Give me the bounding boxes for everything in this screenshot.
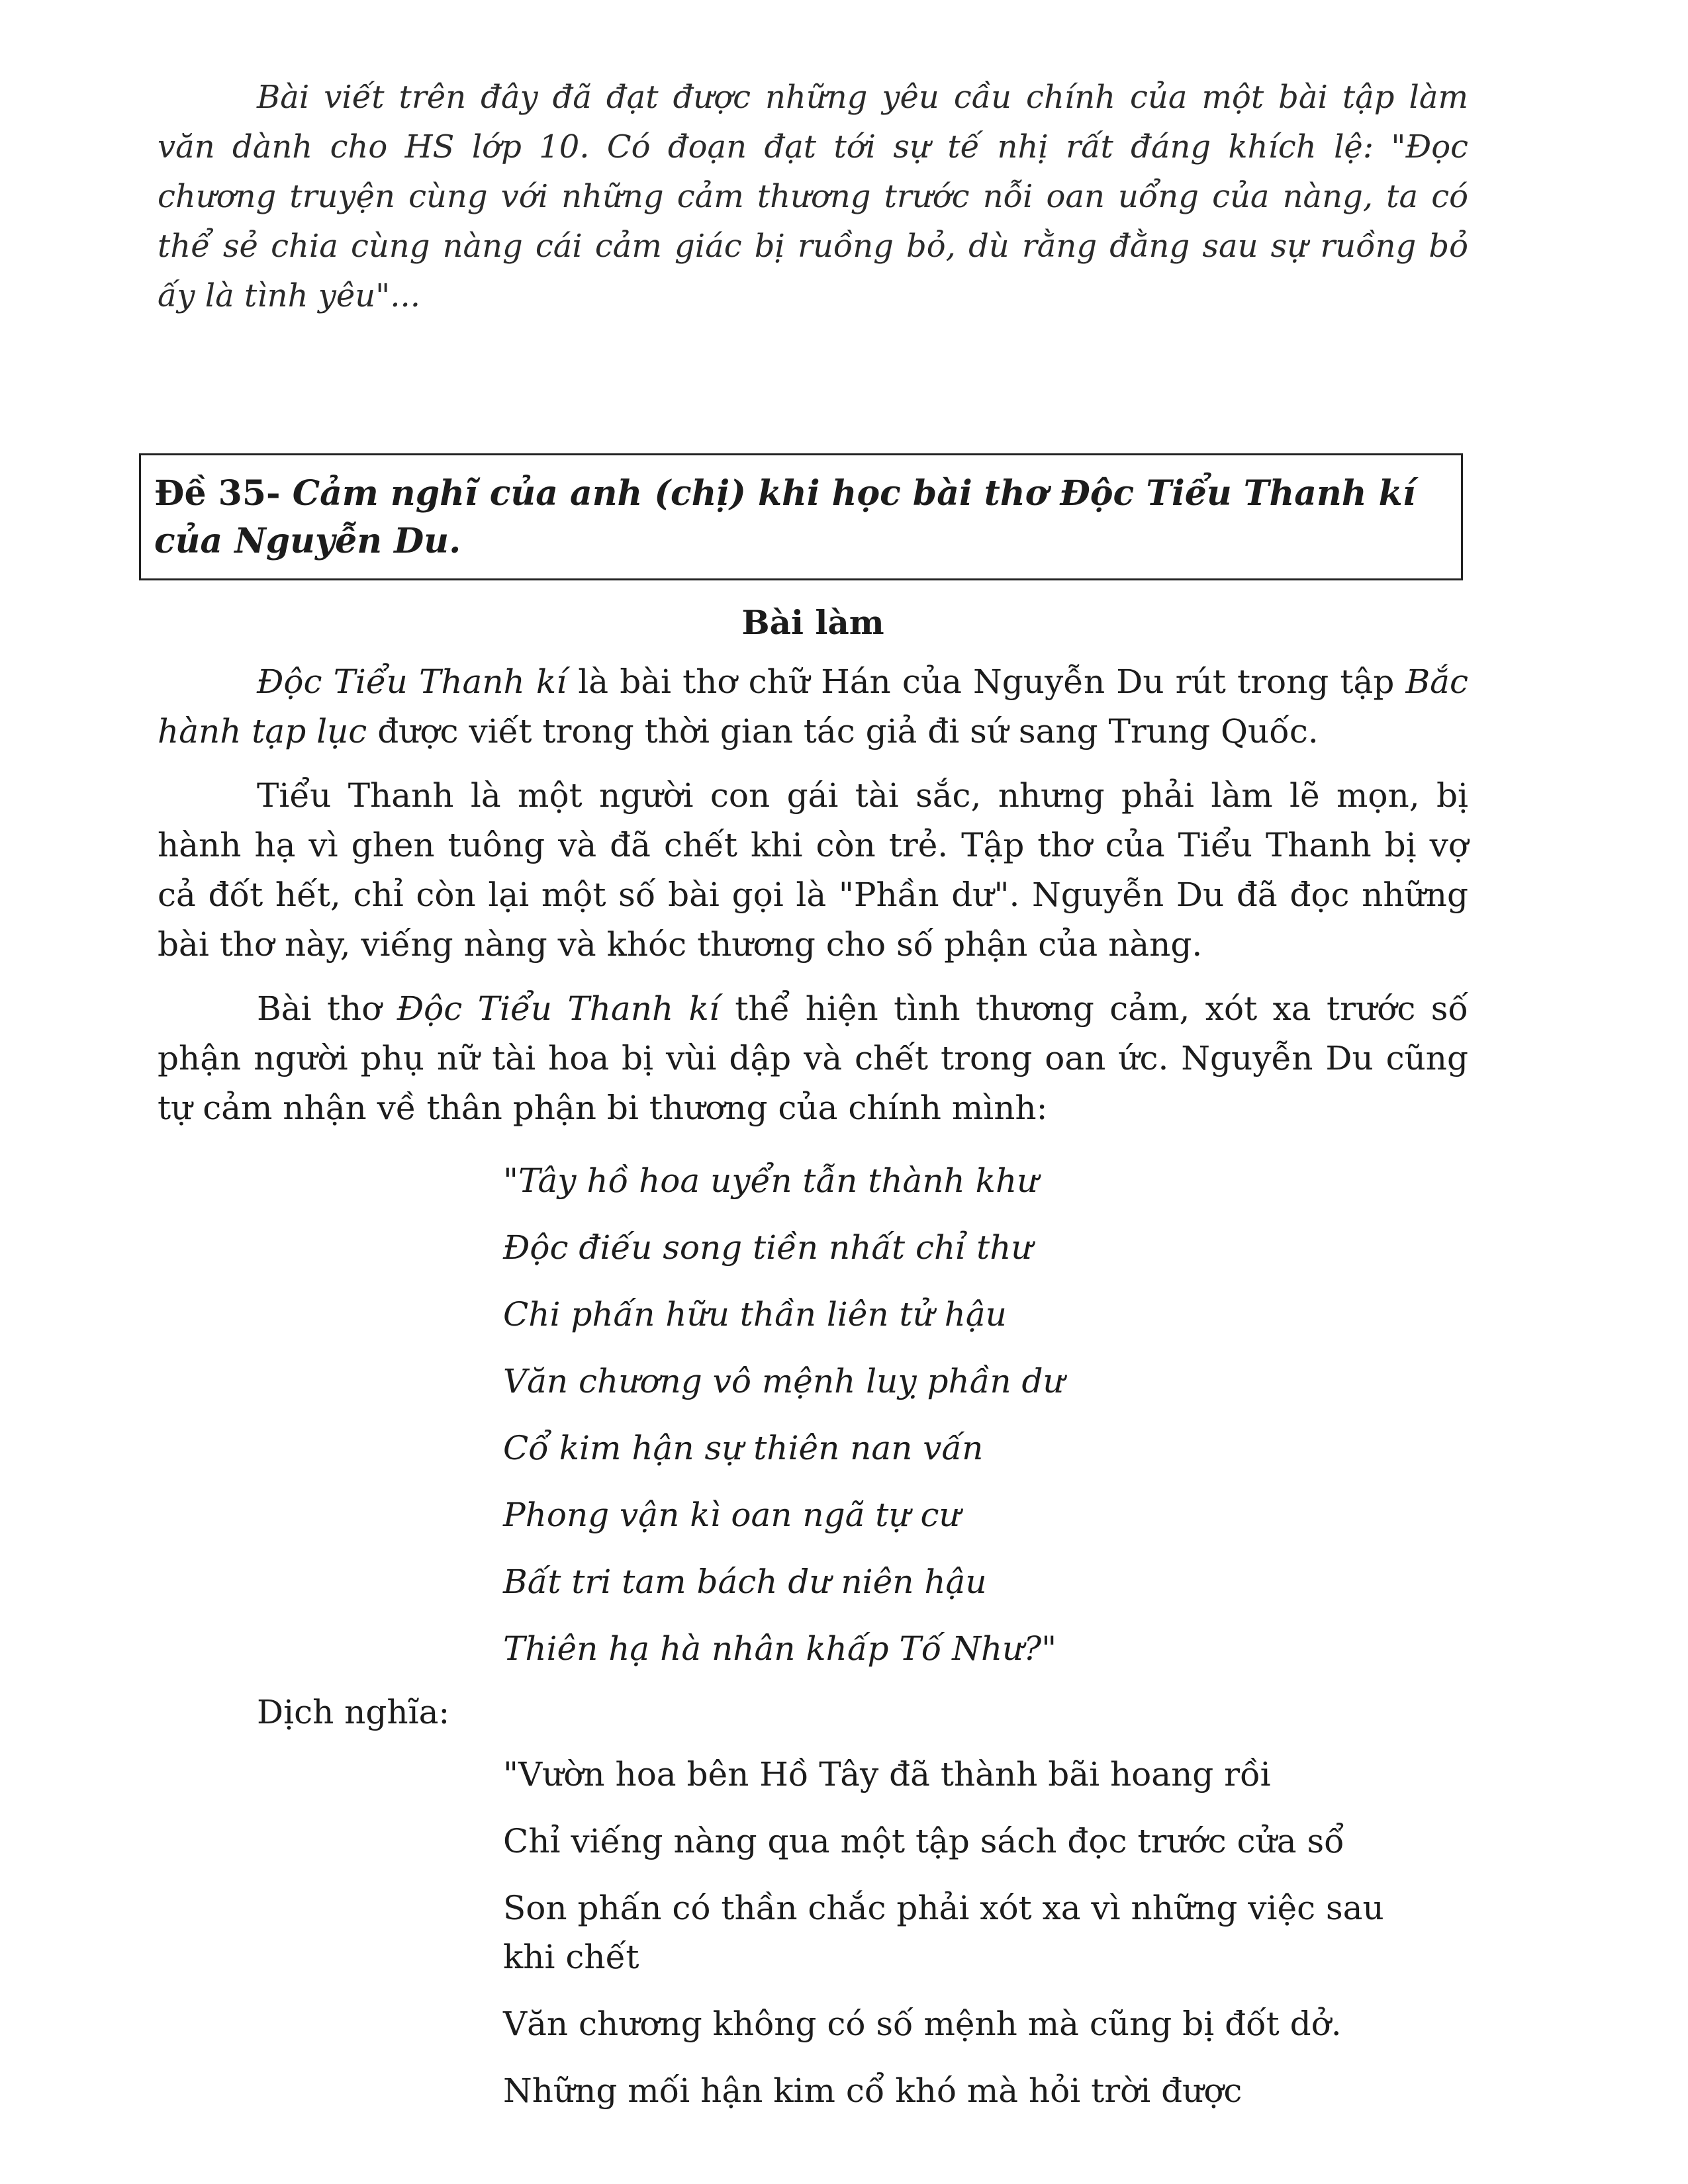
topic-text: Cảm nghĩ của anh (chị) khi học bài thơ Độc Tiểu Thanh kí của Nguyễn Du. [154, 473, 1416, 561]
collection-title: Bắc hành tạp lục [158, 662, 1468, 751]
poem [503, 1148, 1468, 1682]
translation-line-continuation: khi chết [503, 1938, 639, 1976]
translation-line [503, 1884, 1468, 1981]
translation [503, 1750, 1468, 2115]
translation-line-text: Son phấn có thần chắc phải xót xa vì những việc sau [503, 1889, 1384, 1927]
translation-line-text: Những mối hận kim cổ khó mà hỏi trời được [503, 2071, 1243, 2110]
document-page [154, 73, 1469, 2133]
paragraph-tieu-thanh: Tiểu Thanh là một người con gái tài sắc, nhưng phải làm lẽ mọn, bị hành hạ vì ghen tuông và đã chết khi còn trẻ. Tập thơ của Tiểu Thanh bị vợ cả đốt hết, chỉ còn lại một số bài gọi là "Phần dư". Nguyễn Du đã đọc những bài thơ này, viếng nàng và khóc thương cho số phận của nàng. [158, 776, 1468, 964]
translation-line-text: Văn chương không có số mệnh mà cũng bị đốt dở. [503, 2005, 1342, 2043]
paragraph-3-text-b: thể hiện tình thương cảm, xót xa trước số phận người phụ nữ tài hoa bị vùi dập và chết trong oan ức. Nguyễn Du cũng tự cảm nhận về thân phận bi thương của chính mình: [158, 989, 1469, 1127]
translation-line [503, 1999, 1468, 2048]
paragraph-1-text-b: được viết trong thời gian tác giả đi sứ sang Trung Quốc. [367, 712, 1319, 751]
paragraph-1-text-a: là bài thơ chữ Hán của Nguyễn Du rút trong tập [567, 662, 1406, 701]
paragraph-theme [158, 984, 1468, 1133]
translation-label: Dịch nghĩa: [257, 1693, 450, 1731]
intro-paragraph: Bài viết trên đây đã đạt được những yêu cầu chính của một bài tập làm văn dành cho HS lớp 10. Có đoạn đạt tới sự tế nhị rất đáng khích lệ: "Đọc chương truyện cùng với những cảm thương trước nỗi oan uổng của nàng, ta có thể sẻ chia cùng nàng cái cảm giác bị ruồng bỏ, dù rằng đằng sau sự ruồng bỏ ấy là tình yêu"... [158, 79, 1468, 314]
poem-line: Chi phấn hữu thần liên tử hậu [503, 1295, 1007, 1334]
translation-line [503, 2066, 1468, 2115]
poem-line: Độc điếu song tiền nhất chỉ thư [503, 1228, 1033, 1267]
topic-box [139, 453, 1463, 580]
work-title: Độc Tiểu Thanh kí [257, 662, 567, 701]
topic-number: Đề 35- [154, 473, 281, 514]
paragraph-intro-work [158, 657, 1468, 756]
poem-line: Phong vận kì oan ngã tự cư [503, 1496, 961, 1534]
poem-line: Cổ kim hận sự thiên nan vấn [503, 1429, 984, 1467]
section-title: Bài làm [741, 603, 884, 642]
translation-line [503, 1750, 1468, 1799]
work-title-2: Độc Tiểu Thanh kí [397, 989, 720, 1028]
paragraph-3-text-a: Bài thơ [257, 989, 397, 1028]
poem-line: Thiên hạ hà nhân khấp Tố Như?" [503, 1629, 1057, 1668]
poem-line: "Tây hồ hoa uyển tẫn thành khư [503, 1161, 1039, 1200]
poem-line: Bất tri tam bách dư niên hậu [503, 1563, 987, 1601]
translation-line-text: "Vườn hoa bên Hồ Tây đã thành bãi hoang rồi [503, 1755, 1271, 1794]
poem-line: Văn chương vô mệnh luỵ phần dư [503, 1362, 1064, 1400]
translation-line [503, 1817, 1468, 1866]
translation-line-text: Chỉ viếng nàng qua một tập sách đọc trước cửa sổ [503, 1822, 1344, 1860]
